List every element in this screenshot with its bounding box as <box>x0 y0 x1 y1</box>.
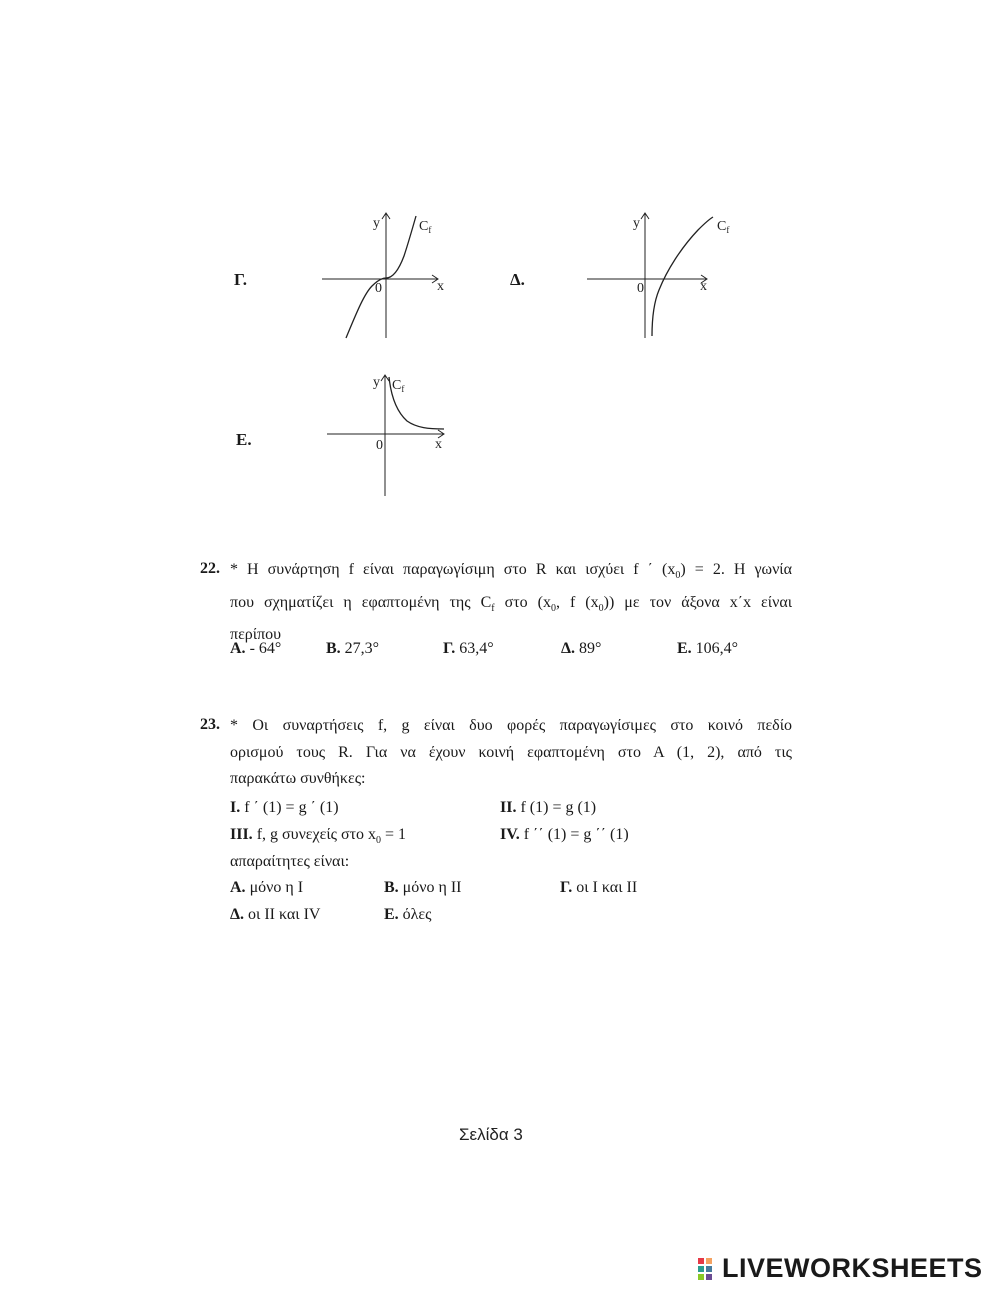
liveworksheets-logo[interactable] <box>697 1253 983 1284</box>
q23-option-d[interactable]: Δ. οι ΙΙ και ΙV <box>230 906 321 923</box>
q23-option-e[interactable]: Ε. όλες <box>384 906 432 923</box>
origin-label: 0 <box>375 281 382 296</box>
x-label: x <box>700 279 707 294</box>
y-label: y <box>633 216 640 231</box>
q23-condition-3: ΙΙΙ. f, g συνεχείς στο $x_0 = 1$ <box>230 826 407 847</box>
question-23-text <box>230 713 792 793</box>
question-22-number: 22. <box>200 560 220 577</box>
q23-condition-2: ΙΙ. f (1) = g (1) <box>500 799 597 816</box>
question-22-text <box>230 557 792 649</box>
logo-square-icon <box>706 1266 712 1272</box>
q22-option-e[interactable]: Ε. 106,4° <box>677 640 739 657</box>
x-label: x <box>435 437 442 452</box>
question-22-line-1: * Η συνάρτηση f είναι παραγωγίσιμη στο R και ισχύει f ΄ $(x_0) = 2$. Η γωνία <box>230 561 792 582</box>
graph-label-epsilon: Ε. <box>236 430 252 449</box>
question-23-number: 23. <box>200 716 220 733</box>
logo-square-icon <box>706 1258 712 1264</box>
curve-label: $C_f$ <box>419 219 432 235</box>
question-23-line-1: * Οι συναρτήσεις f, g είναι δυο φορές παραγωγίσιμες στο κοινό πεδίο <box>230 717 792 734</box>
question-23-line-3: παρακάτω συνθήκες: <box>230 770 366 787</box>
curve-label: $C_f$ <box>717 219 730 235</box>
origin-label: 0 <box>376 438 383 453</box>
question-23-line-2: ορισμού τους R. Για να έχουν κοινή εφαπτομένη στο Α (1, 2), από τις <box>230 743 792 761</box>
question-23-line-4: απαραίτητες είναι: <box>230 853 350 870</box>
logo-mark-icon <box>697 1257 719 1281</box>
q22-option-d[interactable]: Δ. 89° <box>561 640 602 657</box>
y-label: y <box>373 375 380 390</box>
question-22-line-3: περίπου <box>230 626 282 644</box>
logo-square-icon <box>706 1274 712 1280</box>
logo-square-icon <box>698 1258 704 1264</box>
graph-delta <box>585 210 730 340</box>
brand-name: LIVEWORKSHEETS <box>722 1253 983 1283</box>
q22-option-c[interactable]: Γ. 63,4° <box>443 640 494 657</box>
q23-option-a[interactable]: Α. μόνο η Ι <box>230 879 304 896</box>
curve-cf <box>346 216 416 338</box>
graph-label-gamma: Γ. <box>234 270 248 289</box>
x-label: x <box>437 279 444 294</box>
graph-gamma <box>320 210 450 340</box>
curve-label: $C_f$ <box>392 378 405 394</box>
q23-option-b[interactable]: Β. μόνο η ΙΙ <box>384 879 462 896</box>
logo-square-icon <box>698 1266 704 1272</box>
q23-option-c[interactable]: Γ. οι Ι και ΙΙ <box>560 879 638 896</box>
question-22-line-2: που σχηματίζει η εφαπτομένη της $C_f$ στο ($x_0$, f $(x_0)$) με τον άξονα x΄x είναι <box>230 593 793 614</box>
graph-label-delta: Δ. <box>510 270 525 289</box>
q23-condition-1: Ι. f ΄ (1) = g ΄ (1) <box>230 799 339 816</box>
y-label: y <box>373 216 380 231</box>
page-number: Σελίδα 3 <box>459 1125 523 1144</box>
origin-label: 0 <box>637 281 644 296</box>
q22-option-b[interactable]: Β. 27,3° <box>326 640 380 657</box>
q23-condition-4: ΙV. f ΄΄ (1) = g ΄΄ (1) <box>500 826 629 843</box>
logo-square-icon <box>698 1274 704 1280</box>
graph-epsilon <box>325 372 450 500</box>
q22-option-a[interactable]: Α. - 64° <box>230 640 282 657</box>
